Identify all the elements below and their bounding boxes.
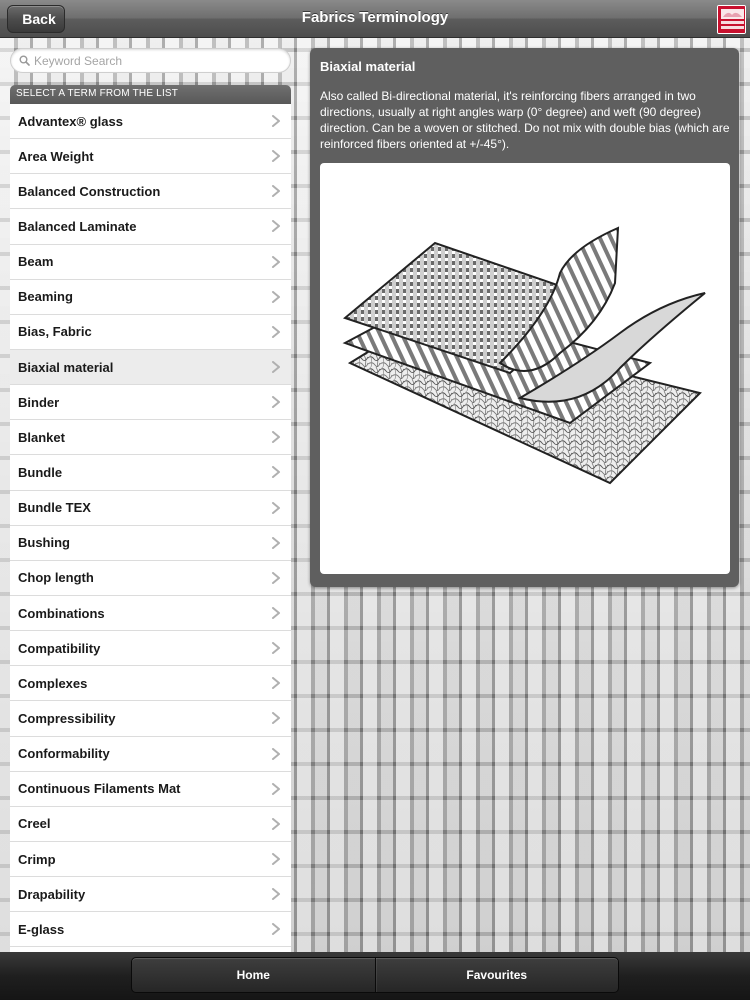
list-item[interactable] (10, 912, 291, 947)
list-item-label: Conformability (18, 746, 110, 762)
chevron-right-icon (271, 923, 281, 935)
list-item[interactable] (10, 104, 291, 139)
list-item[interactable] (10, 737, 291, 772)
chevron-right-icon (271, 712, 281, 724)
list-item[interactable] (10, 666, 291, 701)
chevron-right-icon (271, 502, 281, 514)
owens-corning-logo (717, 5, 746, 34)
chevron-right-icon (271, 291, 281, 303)
list-item-label: Blanket (18, 429, 65, 445)
navigation-bar (0, 0, 750, 38)
list-item-label: E-glass (18, 921, 65, 937)
list-item[interactable] (10, 877, 291, 912)
list-item-label: Compressibility (18, 710, 116, 726)
list-item-label: Bias, Fabric (18, 324, 92, 340)
list-item[interactable] (10, 772, 291, 807)
chevron-right-icon (271, 220, 281, 232)
search-icon (19, 55, 30, 66)
home-tab[interactable]: Home (236, 968, 270, 982)
list-item[interactable] (10, 209, 291, 244)
list-item[interactable] (10, 491, 291, 526)
list-item-label: Complexes (18, 675, 88, 691)
chevron-right-icon (271, 537, 281, 549)
list-item[interactable] (10, 174, 291, 209)
list-item[interactable] (10, 701, 291, 736)
list-item[interactable] (10, 455, 291, 490)
chevron-right-icon (271, 361, 281, 373)
list-item-label: Continuous Filaments Mat (18, 781, 181, 797)
list-item-label: Balanced Laminate (18, 218, 137, 234)
list-item[interactable] (10, 526, 291, 561)
list-item[interactable] (10, 561, 291, 596)
term-description: Also called Bi-directional material, it's reinforcing fibers arranged in two directions, usually at right angles warp (0° degree) and weft (90 degree) direction. Can be a woven or stitched. Do not mix with double bias (which are reinforced fibers oriented at +/-45°). (320, 89, 730, 151)
chevron-right-icon (271, 853, 281, 865)
list-item-label: Beam (18, 254, 54, 270)
list-item[interactable] (10, 139, 291, 174)
back-button-label: Back (22, 11, 56, 27)
chevron-right-icon (271, 748, 281, 760)
list-item-label: Biaxial material (18, 359, 114, 375)
bottom-tab-bar (0, 952, 750, 1000)
chevron-right-icon (271, 256, 281, 268)
chevron-right-icon (271, 466, 281, 478)
chevron-right-icon (271, 185, 281, 197)
tab-segmented-control (131, 957, 619, 993)
favourites-tab[interactable]: Favourites (375, 958, 619, 992)
chevron-right-icon (271, 607, 281, 619)
chevron-right-icon (271, 150, 281, 162)
list-item-label: Compatibility (18, 640, 101, 656)
term-title: Biaxial material (320, 59, 416, 74)
list-item-label: Advantex® glass (18, 113, 123, 129)
search-box[interactable] (10, 48, 291, 73)
term-list (10, 104, 291, 952)
chevron-right-icon (271, 431, 281, 443)
chevron-right-icon (271, 396, 281, 408)
list-item-label: Area Weight (18, 148, 94, 164)
list-item-label: Creel (18, 816, 51, 832)
term-detail-panel (310, 48, 739, 587)
list-item-label: Combinations (18, 605, 105, 621)
list-header: SELECT A TERM FROM THE LIST (10, 85, 291, 104)
list-item-label: Bushing (18, 535, 70, 551)
chevron-right-icon (271, 115, 281, 127)
list-item-label: Bundle TEX (18, 500, 91, 516)
list-item[interactable] (10, 631, 291, 666)
list-item[interactable] (10, 280, 291, 315)
page-title: Fabrics Terminology (301, 9, 449, 26)
list-item[interactable] (10, 385, 291, 420)
biaxial-fabric-illustration (320, 163, 730, 574)
chevron-right-icon (271, 818, 281, 830)
list-item[interactable] (10, 420, 291, 455)
list-item-label: Bundle (18, 464, 63, 480)
chevron-right-icon (271, 888, 281, 900)
list-item[interactable] (10, 842, 291, 877)
chevron-right-icon (271, 326, 281, 338)
list-item-label: Balanced Construction (18, 183, 161, 199)
list-item[interactable] (10, 596, 291, 631)
list-item-label: Beaming (18, 289, 73, 305)
chevron-right-icon (271, 572, 281, 584)
chevron-right-icon (271, 783, 281, 795)
list-item-label: Crimp (18, 851, 56, 867)
list-item-label: Chop length (18, 570, 94, 586)
list-item-label: Drapability (18, 886, 86, 902)
chevron-right-icon (271, 642, 281, 654)
list-item[interactable] (10, 807, 291, 842)
list-item[interactable] (10, 315, 291, 350)
list-item[interactable] (10, 350, 291, 385)
list-item-label: Binder (18, 394, 60, 410)
search-input[interactable] (34, 54, 274, 68)
list-item[interactable] (10, 245, 291, 280)
chevron-right-icon (271, 677, 281, 689)
